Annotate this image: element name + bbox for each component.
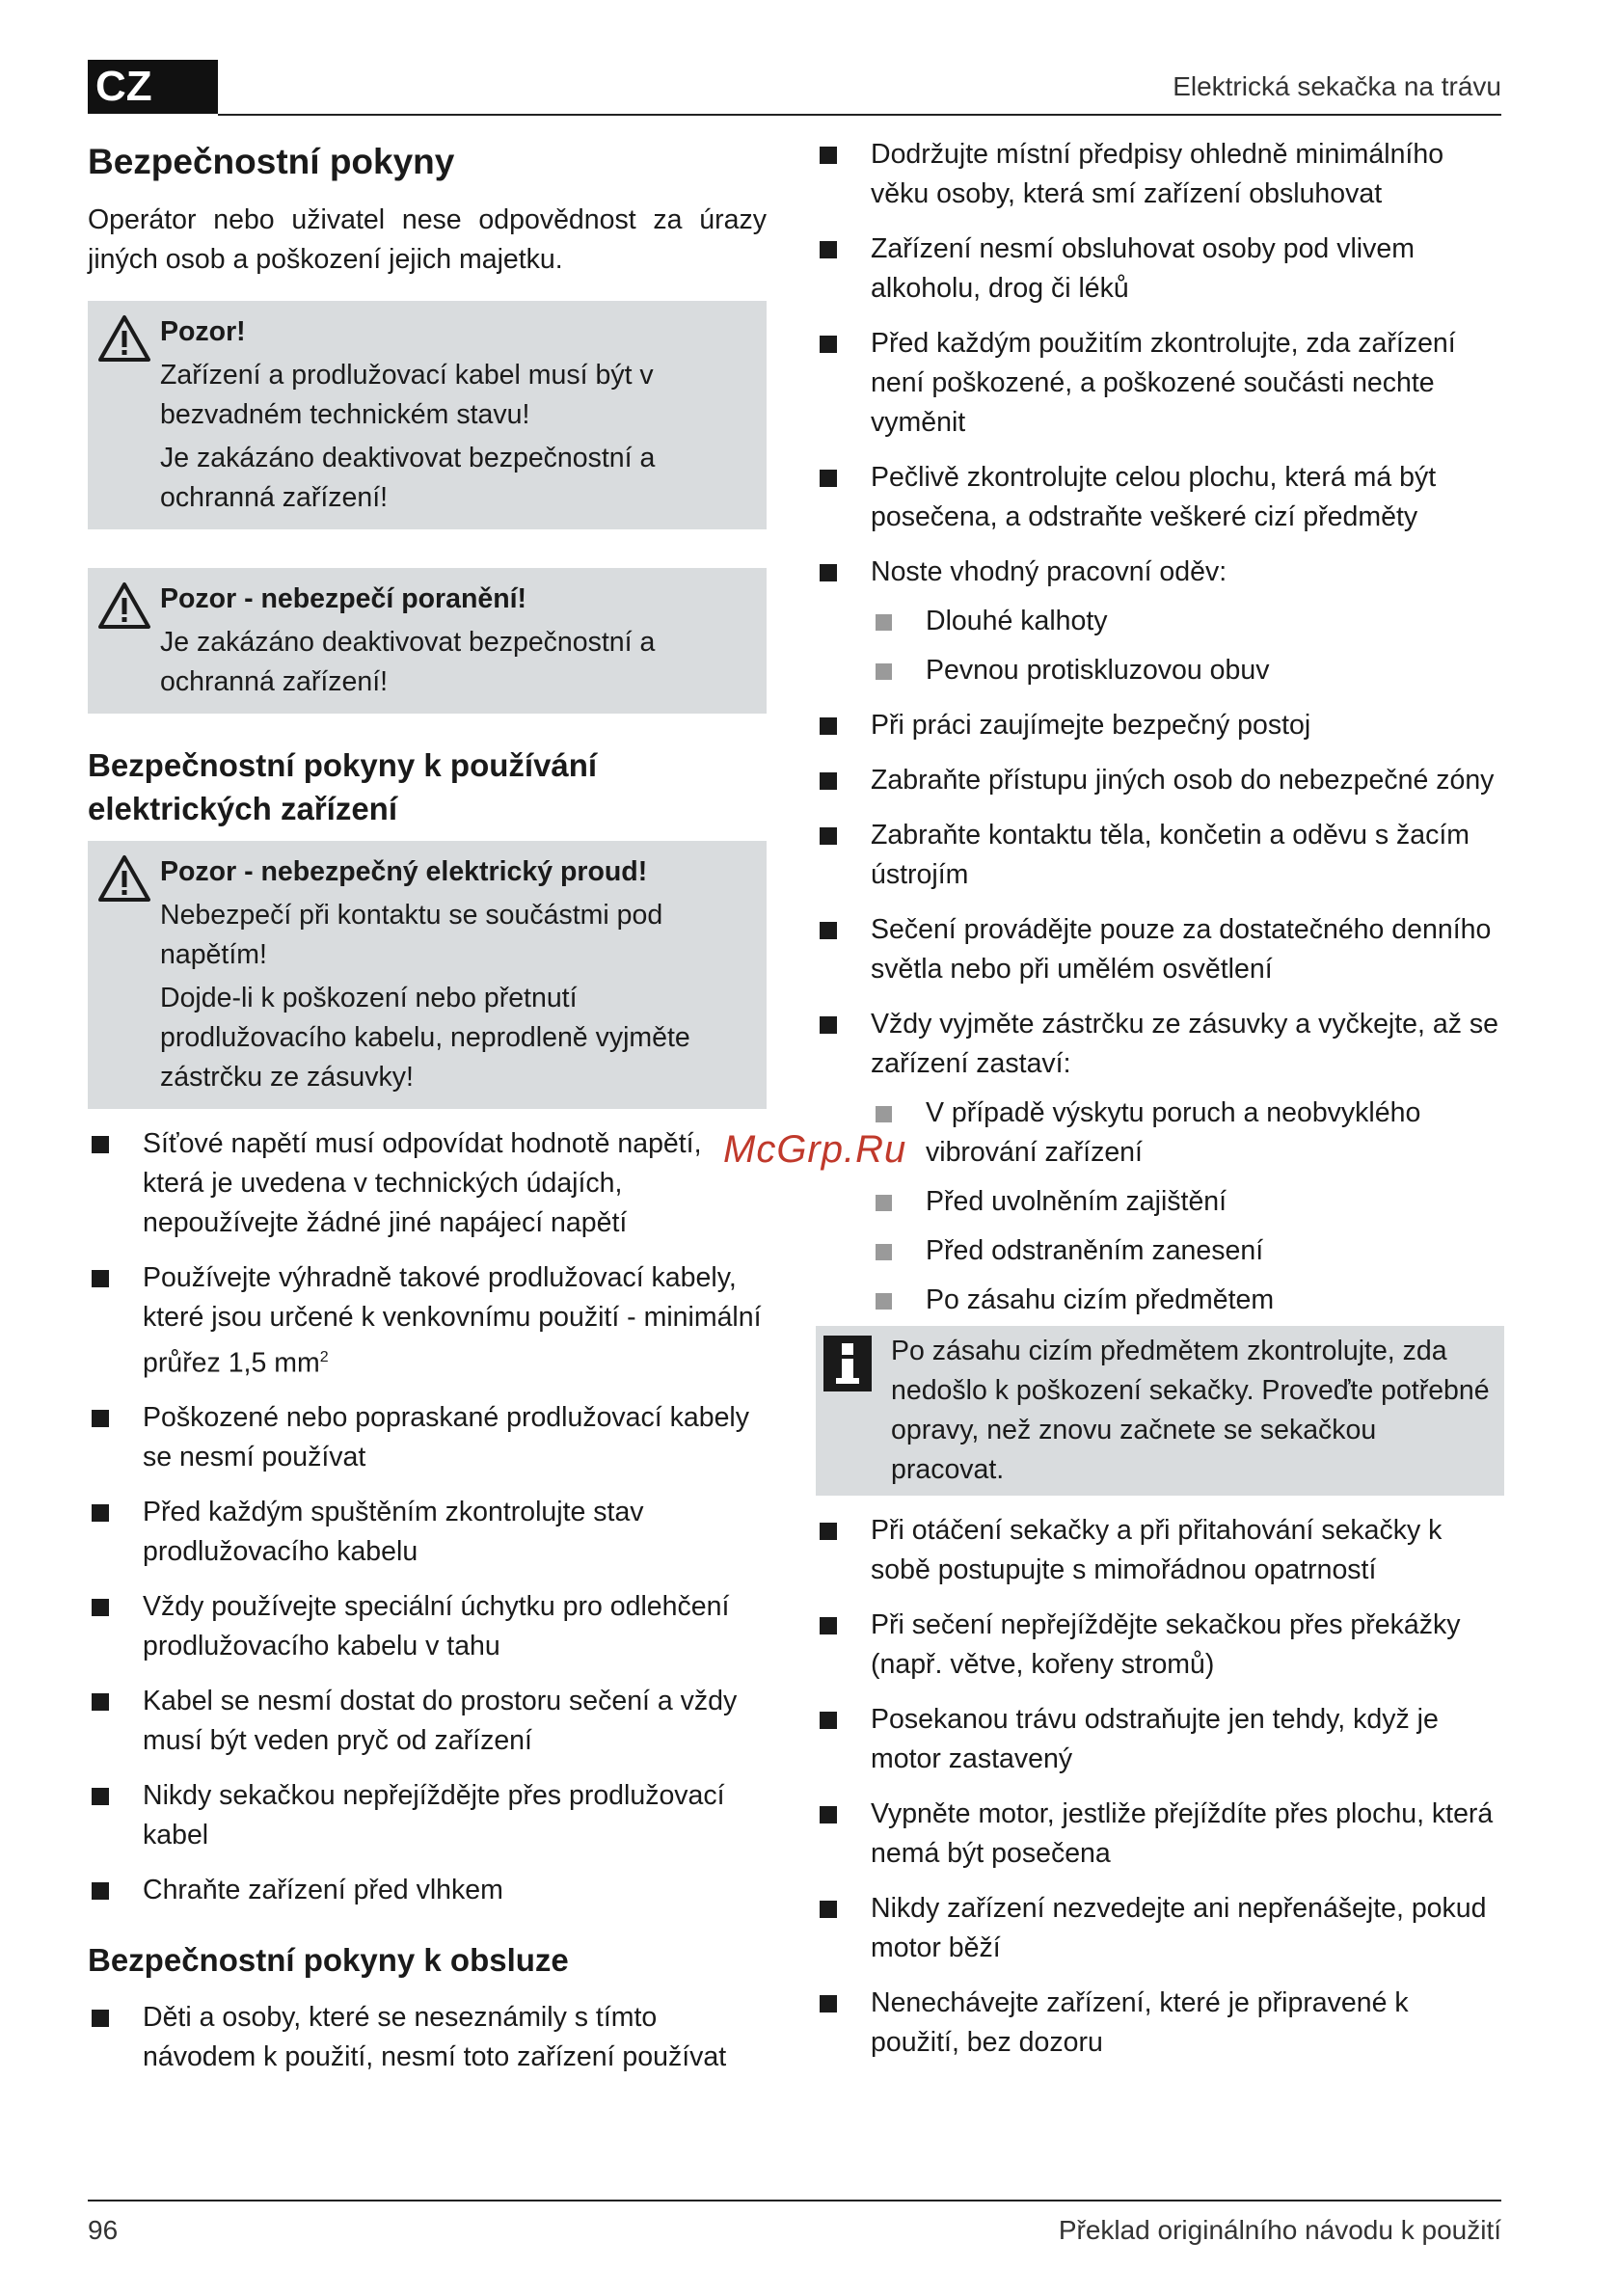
warning-triangle-icon xyxy=(97,854,151,903)
operation-safety-list xyxy=(88,1998,767,2077)
sub-list-item: Před odstraněním zanesení xyxy=(816,1231,1504,1271)
list-item: Děti a osoby, které se neseznámily s tímto návodem k použití, nesmí toto zařízení používat xyxy=(88,1998,767,2077)
page-footer xyxy=(88,2200,1501,2257)
list-item-text: Používejte výhradně takové prodlužovací kabely, které jsou určené k venkovnímu použití - minimální průřez 1,5 mm xyxy=(143,1261,762,1379)
list-item: Při otáčení sekačky a při přitahování sekačky k sobě postupujte s mimořádnou opatrností xyxy=(816,1511,1504,1590)
list-item xyxy=(88,1258,767,1384)
list-item: Při sečení nepřejíždějte sekačkou přes překážky (např. větve, kořeny stromů) xyxy=(816,1606,1504,1685)
info-text: Po zásahu cizím předmětem zkontrolujte, zda nedošlo k poškození sekačky. Proveďte potřebné opravy, než znovu začnete se sekačkou pracovat. xyxy=(891,1336,1490,1485)
section-title-safety: Bezpečnostní pokyny xyxy=(88,142,455,181)
list-item: Poškozené nebo popraskané prodlužovací kabely se nesmí používat xyxy=(88,1398,767,1477)
warning-line: Je zakázáno deaktivovat bezpečnostní a ochranná zařízení! xyxy=(160,627,656,698)
list-item: Sečení provádějte pouze za dostatečného denního světla nebo při umělém osvětlení xyxy=(816,910,1504,989)
warning-box-injury xyxy=(88,568,767,714)
list-item: Vždy vyjměte zástrčku ze zásuvky a vyčkejte, až se zařízení zastaví: xyxy=(816,1005,1504,1084)
stop-cases-list xyxy=(816,1094,1504,1320)
section-title-electric: Bezpečnostní pokyny k používání elektrických zařízení xyxy=(88,747,598,826)
list-item: Kabel se nesmí dostat do prostoru sečení a vždy musí být veden pryč od zařízení xyxy=(88,1682,767,1761)
section-title-operation: Bezpečnostní pokyny k obsluze xyxy=(88,1942,569,1979)
header-rule xyxy=(218,114,1501,116)
warning-triangle-icon xyxy=(97,581,151,630)
list-item: Noste vhodný pracovní oděv: xyxy=(816,553,1504,592)
sub-list-item: Pevnou protiskluzovou obuv xyxy=(816,651,1504,690)
list-item: Před každým spuštěním zkontrolujte stav prodlužovacího kabelu xyxy=(88,1493,767,1572)
language-badge: CZ xyxy=(88,60,218,114)
list-item: Dodržujte místní předpisy ohledně minimálního věku osoby, která smí zařízení obsluhovat xyxy=(816,135,1504,214)
info-box xyxy=(816,1326,1504,1496)
footer-rule xyxy=(88,2200,1501,2201)
list-item: Zabraňte přístupu jiných osob do nebezpečné zóny xyxy=(816,761,1504,800)
warning-line: Zařízení a prodlužovací kabel musí být v bezvadném technickém stavu! xyxy=(160,360,654,431)
list-item: Nenechávejte zařízení, které je připravené k použití, bez dozoru xyxy=(816,1984,1504,2063)
list-item: Síťové napětí musí odpovídat hodnotě napětí, která je uvedena v technických údajích, nepoužívejte žádné jiné napájecí napětí xyxy=(88,1124,767,1243)
list-item: Vždy používejte speciální úchytku pro odlehčení prodlužovacího kabelu v tahu xyxy=(88,1587,767,1666)
warning-line: Je zakázáno deaktivovat bezpečnostní a ochranná zařízení! xyxy=(160,443,656,514)
left-column xyxy=(88,140,767,2077)
warning-line: Nebezpečí při kontaktu se součástmi pod napětím! xyxy=(160,899,663,970)
warning-line: Dojde-li k poškození nebo přetnutí prodlužovacího kabelu, neprodleně vyjměte zástrčku ze zásuvky! xyxy=(160,982,690,1093)
info-icon xyxy=(823,1336,872,1391)
sub-list-item: V případě výskytu poruch a neobvyklého vibrování zařízení xyxy=(816,1094,1504,1173)
list-item: Nikdy zařízení nezvedejte ani nepřenášejte, pokud motor běží xyxy=(816,1889,1504,1968)
list-item: Pečlivě zkontrolujte celou plochu, která má být posečena, a odstraňte veškeré cizí předměty xyxy=(816,458,1504,537)
operation-list-b xyxy=(816,706,1504,1084)
page-number: 96 xyxy=(88,2215,119,2245)
list-item: Chraňte zařízení před vlhkem xyxy=(88,1871,767,1910)
list-item: Před každým použitím zkontrolujte, zda zařízení není poškozené, a poškozené součásti nechte vyměnit xyxy=(816,324,1504,443)
warning-box-attention xyxy=(88,301,767,529)
sub-list-item: Po zásahu cizím předmětem xyxy=(816,1281,1504,1320)
list-item: Zařízení nesmí obsluhovat osoby pod vlivem alkoholu, drog či léků xyxy=(816,230,1504,309)
sub-list-item: Před uvolněním zajištění xyxy=(816,1182,1504,1222)
page-header xyxy=(88,60,1501,116)
list-item: Při práci zaujímejte bezpečný postoj xyxy=(816,706,1504,745)
list-item: Posekanou trávu odstraňujte jen tehdy, když je motor zastavený xyxy=(816,1700,1504,1779)
list-item: Nikdy sekačkou nepřejíždějte přes prodlužovací kabel xyxy=(88,1776,767,1855)
warning-title: Pozor - nebezpečný elektrický proud! xyxy=(160,855,648,887)
right-column xyxy=(816,135,1504,2063)
electric-safety-list xyxy=(88,1124,767,1911)
footer-text: Překlad originálního návodu k použití xyxy=(1058,2215,1501,2245)
list-item: Zabraňte kontaktu těla, končetin a oděvu s žacím ústrojím xyxy=(816,816,1504,895)
warning-title: Pozor! xyxy=(160,316,246,348)
watermark: McGrp.Ru xyxy=(723,1128,907,1171)
list-item: Vypněte motor, jestliže přejíždíte přes plochu, která nemá být posečena xyxy=(816,1795,1504,1874)
superscript: 2 xyxy=(319,1348,329,1365)
warning-title: Pozor - nebezpečí poranění! xyxy=(160,583,527,615)
clothing-list xyxy=(816,602,1504,690)
header-title: Elektrická sekačka na trávu xyxy=(1173,71,1501,101)
operation-list-a xyxy=(816,135,1504,592)
sub-list-item: Dlouhé kalhoty xyxy=(816,602,1504,641)
warning-box-electric xyxy=(88,841,767,1109)
operation-list-c xyxy=(816,1511,1504,2063)
warning-triangle-icon xyxy=(97,314,151,363)
intro-text: Operátor nebo uživatel nese odpovědnost za úrazy jiných osob a poškození jejich majetku. xyxy=(88,204,767,276)
